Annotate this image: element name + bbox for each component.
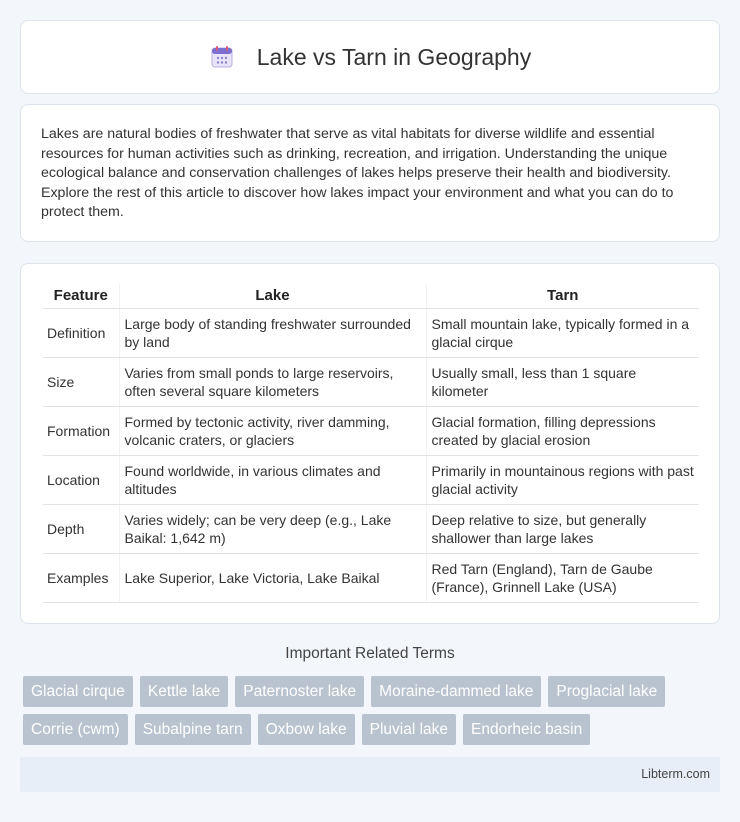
row-feature: Formation: [43, 406, 119, 455]
header-lake: Lake: [119, 284, 426, 308]
related-terms: [23, 676, 723, 752]
term-tag[interactable]: Corrie (cwm): [23, 714, 128, 745]
footer-site-link[interactable]: Libterm.com: [641, 767, 710, 781]
row-tarn: Glacial formation, filling depressions created by glacial erosion: [426, 406, 699, 455]
table-header-row: [43, 284, 699, 308]
row-feature: Examples: [43, 553, 119, 602]
term-tag[interactable]: Oxbow lake: [258, 714, 355, 745]
term-tag[interactable]: Glacial cirque: [23, 676, 133, 707]
row-lake: Large body of standing freshwater surrounded by land: [119, 308, 426, 357]
term-row: [23, 714, 723, 745]
intro-text: Lakes are natural bodies of freshwater that serve as vital habitats for diverse wildlife and essential resources for human activities such as drinking, recreation, and irrigation. Understanding the unique ecological balance and conservation challenges of lakes helps preserve their health and biodiversity. Explore the rest of this article to discover how lakes impact your environment and what you can do to protect them.: [41, 126, 674, 221]
row-lake: Varies from small ponds to large reservoirs, often several square kilometers: [119, 357, 426, 406]
row-lake: Found worldwide, in various climates and altitudes: [119, 455, 426, 504]
term-tag[interactable]: Pluvial lake: [362, 714, 456, 745]
page-title: Lake vs Tarn in Geography: [256, 43, 532, 70]
title-card: [20, 20, 720, 94]
calendar-icon: [209, 44, 235, 70]
row-tarn: Red Tarn (England), Tarn de Gaube (France), Grinnell Lake (USA): [426, 553, 699, 602]
row-feature: Size: [43, 357, 119, 406]
row-feature: Depth: [43, 504, 119, 553]
header-feature: Feature: [43, 284, 119, 308]
row-tarn: Small mountain lake, typically formed in a glacial cirque: [426, 308, 699, 357]
row-tarn: Primarily in mountainous regions with past glacial activity: [426, 455, 699, 504]
table-row: [43, 455, 699, 504]
row-lake: Varies widely; can be very deep (e.g., Lake Baikal: 1,642 m): [119, 504, 426, 553]
row-feature: Location: [43, 455, 119, 504]
term-tag[interactable]: Kettle lake: [140, 676, 228, 707]
comparison-card: [20, 263, 720, 624]
term-row: [23, 676, 723, 707]
table-row: [43, 357, 699, 406]
term-tag[interactable]: Paternoster lake: [235, 676, 364, 707]
table-row: [43, 553, 699, 602]
table-row: [43, 406, 699, 455]
term-tag[interactable]: Endorheic basin: [463, 714, 590, 745]
header-tarn: Tarn: [426, 284, 699, 308]
term-tag[interactable]: Moraine-dammed lake: [371, 676, 541, 707]
row-tarn: Usually small, less than 1 square kilometer: [426, 357, 699, 406]
term-tag[interactable]: Subalpine tarn: [135, 714, 251, 745]
table-row: [43, 308, 699, 357]
row-lake: Formed by tectonic activity, river damming, volcanic craters, or glaciers: [119, 406, 426, 455]
term-tag[interactable]: Proglacial lake: [548, 676, 665, 707]
row-tarn: Deep relative to size, but generally shallower than large lakes: [426, 504, 699, 553]
row-feature: Definition: [43, 308, 119, 357]
table-row: [43, 504, 699, 553]
intro-card: [20, 104, 720, 242]
related-terms-title: Important Related Terms: [285, 645, 455, 662]
comparison-table: [43, 284, 699, 603]
row-lake: Lake Superior, Lake Victoria, Lake Baikal: [119, 553, 426, 602]
footer: [20, 757, 720, 792]
